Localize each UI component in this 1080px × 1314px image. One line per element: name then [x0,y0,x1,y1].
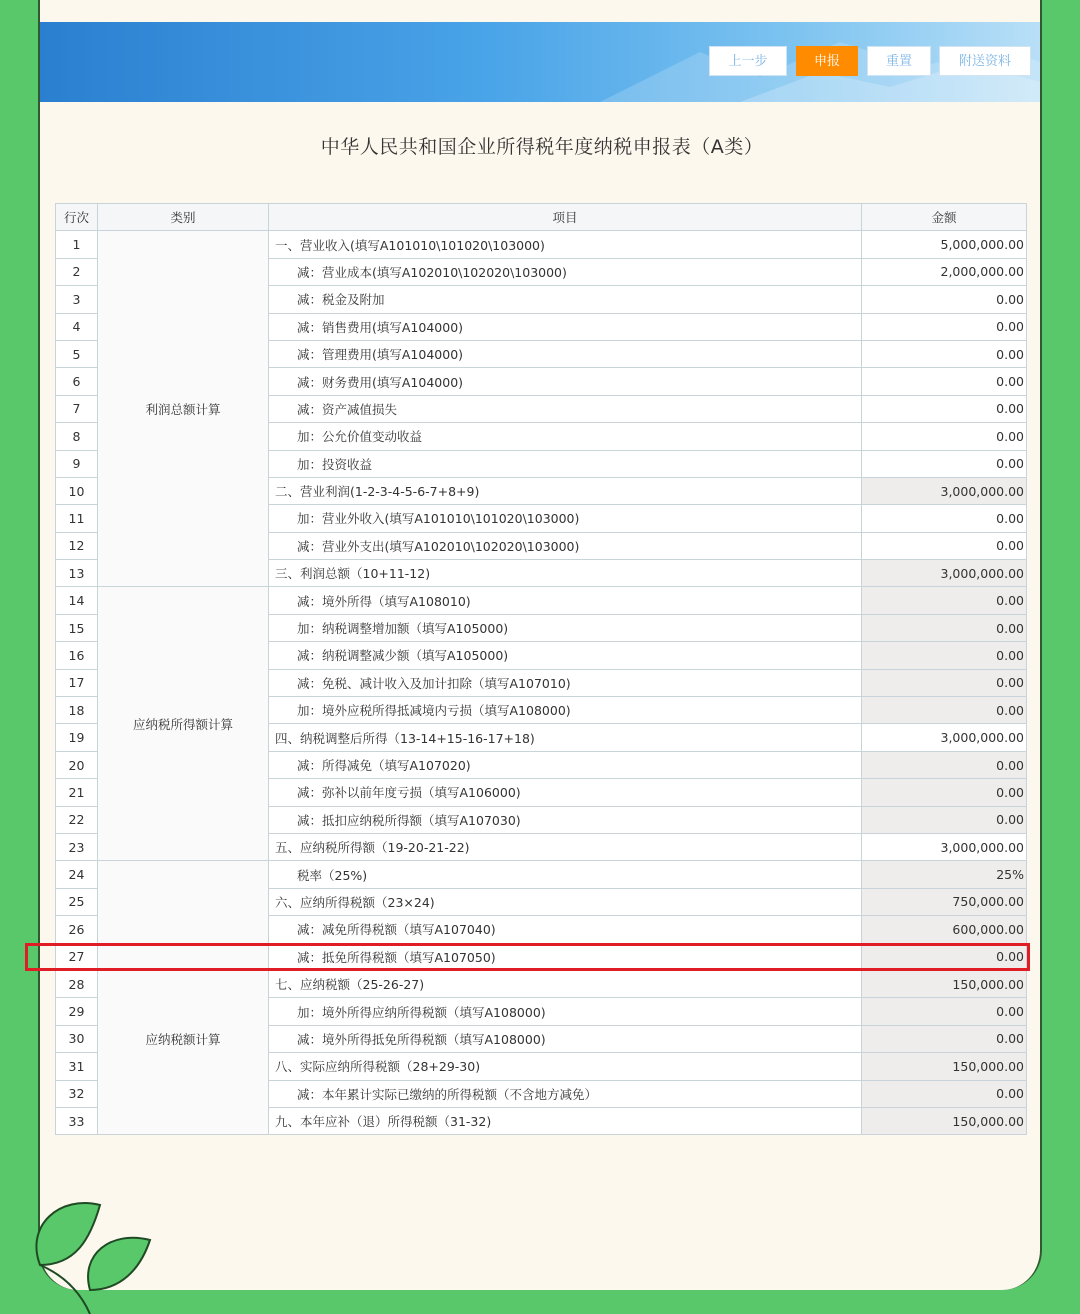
row-number: 18 [56,697,98,724]
item-label: 减：财务费用(填写A104000) [269,368,862,395]
amount-field: 0.00 [862,1080,1027,1107]
row-number: 15 [56,614,98,641]
amount-field: 0.00 [862,751,1027,778]
row-number: 17 [56,669,98,696]
header-row-no: 行次 [56,204,98,231]
item-label: 减：抵扣应纳税所得额（填写A107030) [269,806,862,833]
row-number: 31 [56,1053,98,1080]
amount-field: 0.00 [862,806,1027,833]
row-number: 8 [56,423,98,450]
item-label: 四、纳税调整后所得（13-14+15-16-17+18) [269,724,862,751]
amount-field: 3,000,000.00 [862,560,1027,587]
amount-field: 150,000.00 [862,970,1027,997]
item-label: 三、利润总额（10+11-12) [269,560,862,587]
row-number: 29 [56,998,98,1025]
amount-field: 25% [862,861,1027,888]
row-number: 33 [56,1107,98,1134]
amount-field[interactable]: 3,000,000.00 [862,724,1027,751]
tax-return-table [55,203,1027,1135]
row-number: 5 [56,340,98,367]
row-number: 26 [56,916,98,943]
row-number: 32 [56,1080,98,1107]
row-number: 14 [56,587,98,614]
item-label: 五、应纳税所得额（19-20-21-22) [269,833,862,860]
amount-field[interactable]: 0.00 [862,532,1027,559]
category-cell: 利润总额计算 [98,231,269,587]
header-amount: 金额 [862,204,1027,231]
item-label: 减：抵免所得税额（填写A107050) [269,943,862,970]
item-label: 九、本年应补（退）所得税额（31-32) [269,1107,862,1134]
amount-field[interactable]: 0.00 [862,286,1027,313]
row-number: 12 [56,532,98,559]
amount-field: 0.00 [862,587,1027,614]
row-number: 3 [56,286,98,313]
row-number: 21 [56,779,98,806]
item-label: 六、应纳所得税额（23×24) [269,888,862,915]
item-label: 八、实际应纳所得税额（28+29-30) [269,1053,862,1080]
row-number: 19 [56,724,98,751]
item-label: 减：营业成本(填写A102010\102020\103000) [269,258,862,285]
table-row [56,231,1027,258]
item-label: 减：弥补以前年度亏损（填写A106000) [269,779,862,806]
item-label: 减：营业外支出(填写A102010\102020\103000) [269,532,862,559]
item-label: 减：免税、减计收入及加计扣除（填写A107010) [269,669,862,696]
item-label: 加：境外所得应纳所得税额（填写A108000) [269,998,862,1025]
amount-field[interactable]: 0.00 [862,505,1027,532]
item-label: 减：管理费用(填写A104000) [269,340,862,367]
row-number: 9 [56,450,98,477]
item-label: 减：减免所得税额（填写A107040) [269,916,862,943]
amount-field: 0.00 [862,1025,1027,1052]
table-body [56,231,1027,1135]
amount-field: 0.00 [862,998,1027,1025]
amount-field: 0.00 [862,642,1027,669]
row-number: 10 [56,477,98,504]
amount-field[interactable]: 0.00 [862,450,1027,477]
amount-field[interactable]: 0.00 [862,395,1027,422]
item-label: 加：公允价值变动收益 [269,423,862,450]
table-header-row [56,204,1027,231]
reset-button[interactable]: 重置 [867,46,931,76]
row-number: 20 [56,751,98,778]
amount-field[interactable]: 0.00 [862,368,1027,395]
item-label: 加：境外应税所得抵减境内亏损（填写A108000) [269,697,862,724]
amount-field: 0.00 [862,614,1027,641]
amount-field: 3,000,000.00 [862,477,1027,504]
amount-field: 750,000.00 [862,888,1027,915]
leaf-decoration [20,1185,170,1314]
item-label: 七、应纳税额（25-26-27) [269,970,862,997]
item-label: 减：纳税调整减少额（填写A105000) [269,642,862,669]
item-label: 减：境外所得（填写A108010) [269,587,862,614]
row-number: 24 [56,861,98,888]
item-label: 减：税金及附加 [269,286,862,313]
table-row [56,587,1027,614]
item-label: 加：营业外收入(填写A101010\101020\103000) [269,505,862,532]
item-label: 减：境外所得抵免所得税额（填写A108000) [269,1025,862,1052]
category-cell [98,861,269,943]
row-number: 13 [56,560,98,587]
item-label: 减：本年累计实际已缴纳的所得税额（不含地方减免） [269,1080,862,1107]
amount-field[interactable]: 3,000,000.00 [862,833,1027,860]
amount-field: 0.00 [862,779,1027,806]
category-cell: 应纳税额计算 [98,943,269,1135]
category-cell: 应纳税所得额计算 [98,587,269,861]
item-label: 一、营业收入(填写A101010\101020\103000) [269,231,862,258]
amount-field: 150,000.00 [862,1053,1027,1080]
item-label: 税率（25%) [269,861,862,888]
item-label: 减：所得减免（填写A107020) [269,751,862,778]
row-number: 4 [56,313,98,340]
amount-field[interactable]: 5,000,000.00 [862,231,1027,258]
amount-field: 0.00 [862,697,1027,724]
form-title: 中华人民共和国企业所得税年度纳税申报表（A类） [320,136,764,158]
amount-field: 0.00 [862,943,1027,970]
row-number: 11 [56,505,98,532]
header-category: 类别 [98,204,269,231]
row-number: 1 [56,231,98,258]
row-number: 2 [56,258,98,285]
amount-field[interactable]: 0.00 [862,313,1027,340]
row-number: 28 [56,970,98,997]
row-number: 16 [56,642,98,669]
row-number: 30 [56,1025,98,1052]
table-row [56,943,1027,970]
row-number: 22 [56,806,98,833]
row-number: 6 [56,368,98,395]
amount-field[interactable]: 0.00 [862,423,1027,450]
attach-materials-button[interactable]: 附送资料 [939,46,1031,76]
row-number: 23 [56,833,98,860]
submit-button[interactable]: 申报 [796,46,858,76]
table-row [56,861,1027,888]
amount-field[interactable]: 2,000,000.00 [862,258,1027,285]
header-item: 项目 [269,204,862,231]
item-label: 加：投资收益 [269,450,862,477]
item-label: 二、营业利润(1-2-3-4-5-6-7+8+9) [269,477,862,504]
prev-step-button[interactable]: 上一步 [709,46,787,76]
row-number: 27 [56,943,98,970]
item-label: 减：资产减值损失 [269,395,862,422]
amount-field: 150,000.00 [862,1107,1027,1134]
item-label: 减：销售费用(填写A104000) [269,313,862,340]
amount-field: 0.00 [862,669,1027,696]
row-number: 7 [56,395,98,422]
item-label: 加：纳税调整增加额（填写A105000) [269,614,862,641]
amount-field[interactable]: 0.00 [862,340,1027,367]
row-number: 25 [56,888,98,915]
amount-field: 600,000.00 [862,916,1027,943]
